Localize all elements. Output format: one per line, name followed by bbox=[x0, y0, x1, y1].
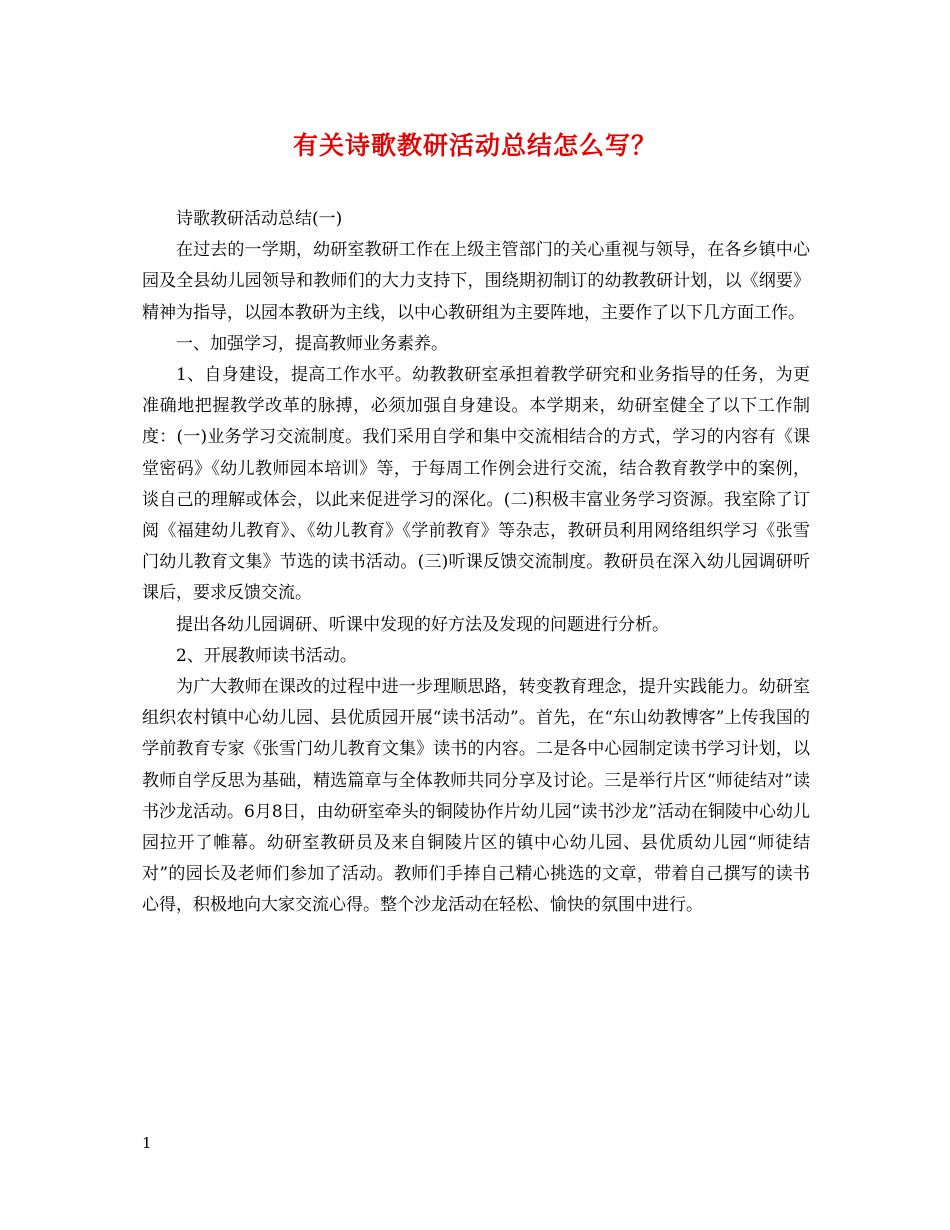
document-title: 有关诗歌教研活动总结怎么写？ bbox=[292, 131, 657, 160]
paragraph: 1、自身建设，提高工作水平。幼教教研室承担着教学研究和业务指导的任务，为更准确地把握教学改革的脉搏，必须加强自身建设。本学期来，幼研室健全了以下工作制度：(一)业务学习交流制度。我们采用自学和集中交流相结合的方式，学习的内容有《课堂密码》《幼儿教师园本培训》等，于每周工作例会进行交流，结合教育教学中的案例，谈自己的理解或体会，以此来促进学习的深化。(二)积极丰富业务学习资源。我室除了订阅《福建幼儿教育》、《幼儿教育》《学前教育》等杂志，教研员利用网络组织学习《张雪门幼儿教育文集》节选的读书活动。(三)听课反馈交流制度。教研员在深入幼儿园调研听课后，要求反馈交流。 bbox=[142, 365, 810, 604]
page-number: 1 bbox=[142, 1134, 152, 1152]
paragraph: 在过去的一学期，幼研室教研工作在上级主管部门的关心重视与领导，在各乡镇中心园及全县幼儿园领导和教师们的大力支持下，围绕期初制订的幼教教研计划，以《纲要》精神为指导，以园本教研为主线，以中心教研组为主要阵地，主要作了以下几方面工作。 bbox=[142, 240, 810, 323]
section-heading: 诗歌教研活动总结(一) bbox=[176, 209, 343, 229]
paragraph: 2、开展教师读书活动。 bbox=[176, 645, 357, 666]
paragraph: 提出各幼儿园调研、听课中发现的好方法及发现的问题进行分析。 bbox=[176, 614, 669, 635]
paragraph: 为广大教师在课改的过程中进一步理顺思路，转变教育理念，提升实践能力。幼研室组织农村镇中心幼儿园、县优质园开展“读书活动”。首先，在“东山幼教博客”上传我国的学前教育专家《张雪门幼儿教育文集》读书的内容。二是各中心园制定读书学习计划，以教师自学反思为基础，精选篇章与全体教师共同分享及讨论。三是举行片区“师徒结对”读书沙龙活动。6月8日，由幼研室牵头的铜陵协作片幼儿园“读书沙龙”活动在铜陵中心幼儿园拉开了帷幕。幼研室教研员及来自铜陵片区的镇中心幼儿园、县优质幼儿园“师徒结对”的园长及老师们参加了活动。教师们手捧自己精心挑选的文章，带着自己撰写的读书心得，积极地向大家交流心得。整个沙龙活动在轻松、愉快的氛围中进行。 bbox=[142, 677, 811, 916]
document-body bbox=[142, 204, 810, 922]
paragraph: 一、加强学习，提高教师业务素养。 bbox=[176, 333, 448, 354]
